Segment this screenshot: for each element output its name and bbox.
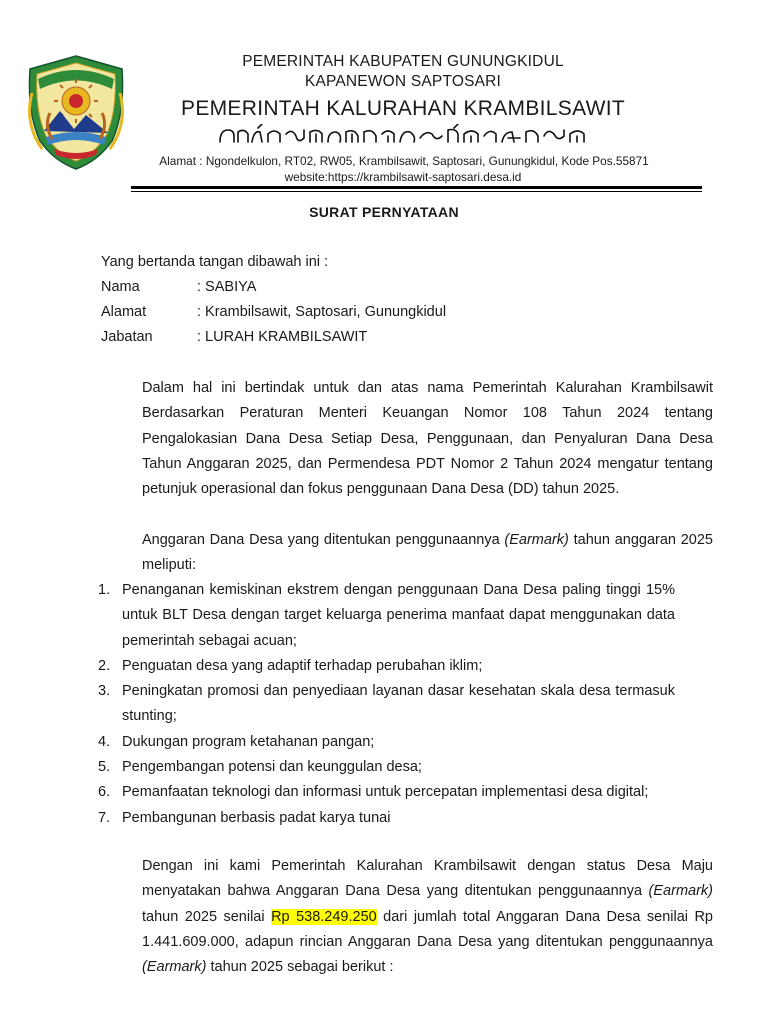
letterhead-divider-thin bbox=[131, 191, 702, 192]
list-number: 3. bbox=[98, 683, 111, 700]
kop-website: website:https://krambilsawit-saptosari.desa.id bbox=[284, 170, 522, 184]
kop-kabupaten: PEMERINTAH KABUPATEN GUNUNGKIDUL bbox=[242, 53, 564, 70]
earmark-term: (Earmark) bbox=[648, 883, 713, 900]
javanese-script-name-icon bbox=[128, 124, 678, 146]
list-item bbox=[98, 730, 675, 755]
list-item bbox=[98, 578, 675, 654]
gunungkidul-regency-emblem-icon bbox=[24, 53, 128, 171]
list-item bbox=[98, 679, 675, 730]
paragraph-text: tahun 2025 sebagai berikut : bbox=[206, 959, 394, 976]
paragraph-text: dari jumlah total Anggaran Dana Desa senilai Rp 1.441.609.000, adapun rincian Anggaran Dana Desa yang ditentukan penggunaannya bbox=[142, 908, 713, 950]
field-value: : SABIYA bbox=[197, 279, 257, 295]
field-value: : LURAH KRAMBILSAWIT bbox=[197, 329, 368, 345]
list-number: 4. bbox=[98, 733, 111, 750]
list-number: 5. bbox=[98, 759, 111, 776]
earmark-list bbox=[98, 578, 675, 831]
list-text: Penguatan desa yang adaptif terhadap perubahan iklim; bbox=[122, 657, 483, 674]
earmark-term: (Earmark) bbox=[504, 532, 569, 548]
list-text: Penanganan kemiskinan ekstrem dengan penggunaan Dana Desa paling tinggi 15% untuk BLT Desa dengan target keluarga penerima manfaat dapat menggunakan data pemerintah sebagai acuan; bbox=[122, 582, 675, 649]
kop-kapanewon: KAPANEWON SAPTOSARI bbox=[304, 73, 502, 90]
paragraph-basis: Dalam hal ini bertindak untuk dan atas nama Pemerintah Kalurahan Krambilsawit Berdasarkan Peraturan Menteri Keuangan Nomor 108 Tahun 2024 tentang Pengalokasian Dana Desa Setiap Desa, Penggunaan, dan Penyaluran Dana Desa Tahun Anggaran 2025, dan Permendesa PDT Nomor 2 Tahun 2024 mengatur tentang petunjuk operasional dan fokus penggunaan Dana Desa (DD) tahun 2025. bbox=[142, 380, 713, 498]
list-text: Pembangunan berbasis padat karya tunai bbox=[122, 809, 391, 826]
list-text: Peningkatan promosi dan penyediaan layanan dasar kesehatan skala desa termasuk stunting; bbox=[122, 683, 675, 725]
kop-kalurahan: PEMERINTAH KALURAHAN KRAMBILSAWIT bbox=[181, 97, 625, 120]
list-number: 1. bbox=[98, 582, 111, 598]
field-label: Jabatan bbox=[101, 329, 153, 345]
paragraph-text: Dengan ini kami Pemerintah Kalurahan Krambilsawit dengan status Desa Maju menyatakan bahwa Anggaran Dana Desa yang ditentukan penggunaannya bbox=[142, 858, 713, 900]
intro-line: Yang bertanda tangan dibawah ini : bbox=[101, 254, 329, 270]
paragraph-earmark-intro bbox=[104, 528, 713, 579]
earmark-amount-highlight: Rp 538.249.250 bbox=[271, 908, 377, 925]
letterhead-divider-thick bbox=[131, 186, 702, 189]
list-text: Pengembangan potensi dan keunggulan desa; bbox=[122, 759, 422, 776]
list-number: 7. bbox=[98, 809, 111, 826]
list-item bbox=[98, 780, 675, 805]
list-item bbox=[98, 806, 675, 831]
list-number: 2. bbox=[98, 657, 111, 674]
list-text: Dukungan program ketahanan pangan; bbox=[122, 733, 375, 750]
list-item bbox=[98, 755, 675, 780]
field-value: : Krambilsawit, Saptosari, Gunungkidul bbox=[197, 304, 447, 320]
paragraph-statement bbox=[104, 854, 713, 980]
field-alamat bbox=[101, 304, 446, 320]
paragraph-text: Anggaran Dana Desa yang ditentukan penggunaannya bbox=[142, 532, 505, 548]
field-nama bbox=[101, 279, 256, 295]
list-number: 6. bbox=[98, 784, 111, 801]
field-label: Alamat bbox=[101, 304, 147, 320]
paragraph-text: tahun anggaran 2025 meliputi: bbox=[142, 532, 713, 574]
list-item bbox=[98, 654, 675, 679]
document-title: SURAT PERNYATAAN bbox=[309, 204, 459, 220]
field-label: Nama bbox=[101, 279, 140, 295]
kop-address: Alamat : Ngondelkulon, RT02, RW05, Krambilsawit, Saptosari, Gunungkidul, Kode Pos.55871 bbox=[159, 154, 649, 168]
list-text: Pemanfaatan teknologi dan informasi untuk percepatan implementasi desa digital; bbox=[122, 784, 649, 801]
earmark-term: (Earmark) bbox=[142, 959, 207, 976]
paragraph-text: tahun 2025 senilai bbox=[142, 908, 272, 925]
field-jabatan bbox=[101, 329, 367, 345]
